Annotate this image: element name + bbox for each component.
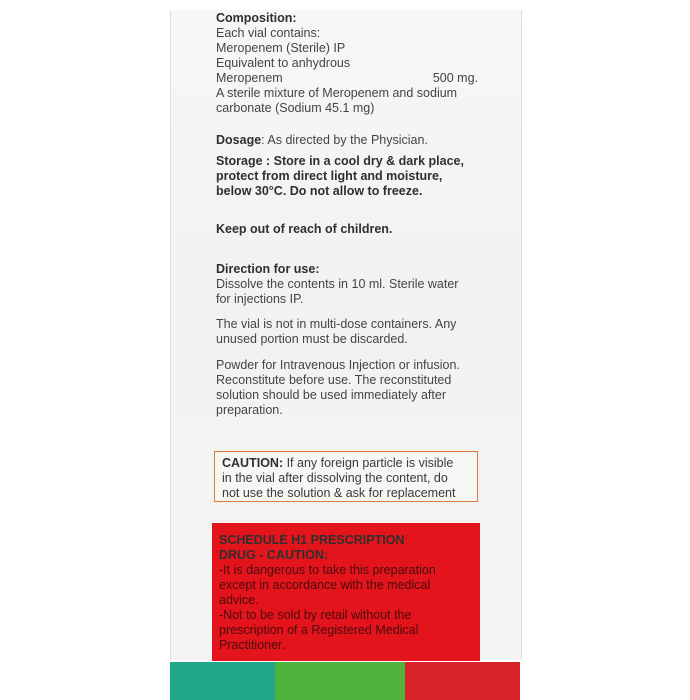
powder-line: Powder for Intravenous Injection or infusion. — [216, 358, 460, 372]
caution-box — [214, 451, 478, 502]
direction-heading: Direction for use: — [216, 262, 320, 276]
dosage-text: : As directed by the Physician. — [261, 133, 428, 147]
storage-line: protect from direct light and moisture, — [216, 169, 443, 183]
teal-strip — [170, 662, 275, 700]
keep-out-warning: Keep out of reach of children. — [216, 222, 393, 236]
storage-line: below 30°C. Do not allow to freeze. — [216, 184, 423, 198]
storage-section — [216, 154, 491, 199]
green-strip — [275, 662, 405, 700]
mixture-line: A sterile mixture of Meropenem and sodium — [216, 86, 458, 100]
composition-line: Each vial contains: — [216, 26, 321, 40]
direction-line: for injections IP. — [216, 292, 304, 306]
vial-note — [216, 317, 491, 347]
schedule-line: -Not to be sold by retail without the — [219, 608, 412, 622]
powder-line: preparation. — [216, 403, 283, 417]
schedule-line: prescription of a Registered Medical — [219, 623, 419, 637]
red-strip — [405, 662, 520, 700]
caution-label: CAUTION: — [222, 456, 284, 470]
mixture-line: carbonate (Sodium 45.1 mg) — [216, 101, 375, 115]
composition-heading: Composition: — [216, 11, 297, 25]
caution-line: not use the solution & ask for replacement — [222, 486, 456, 500]
schedule-line: except in accordance with the medical — [219, 578, 431, 592]
vial-line: unused portion must be discarded. — [216, 332, 408, 346]
composition-section — [216, 11, 491, 116]
schedule-line: -It is dangerous to take this preparation — [219, 563, 436, 577]
caution-line: If any foreign particle is visible — [283, 456, 454, 470]
schedule-heading: SCHEDULE H1 PRESCRIPTION — [219, 533, 405, 547]
powder-line: Reconstitute before use. The reconstituted — [216, 373, 452, 387]
composition-line: Equivalent to anhydrous — [216, 56, 351, 70]
storage-line: Storage : Store in a cool dry & dark place, — [216, 154, 464, 168]
direction-line: Dissolve the contents in 10 ml. Sterile water — [216, 277, 459, 291]
schedule-heading: DRUG - CAUTION: — [219, 548, 329, 562]
caution-line: in the vial after dissolving the content, do — [222, 471, 448, 485]
dosage-section — [216, 133, 491, 148]
powder-line: solution should be used immediately after — [216, 388, 446, 402]
composition-line: Meropenem (Sterile) IP — [216, 41, 346, 55]
vial-line: The vial is not in multi-dose containers. Any — [216, 317, 457, 331]
composition-drug-row — [216, 71, 478, 86]
powder-note — [216, 358, 491, 418]
drug-amount: 500 mg. — [432, 71, 478, 85]
dosage-label: Dosage — [216, 133, 262, 147]
drug-name: Meropenem — [216, 71, 283, 85]
schedule-line: advice. — [219, 593, 259, 607]
schedule-line: Practitioner. — [219, 638, 286, 652]
direction-section — [216, 262, 491, 307]
schedule-h1-box — [212, 523, 480, 661]
